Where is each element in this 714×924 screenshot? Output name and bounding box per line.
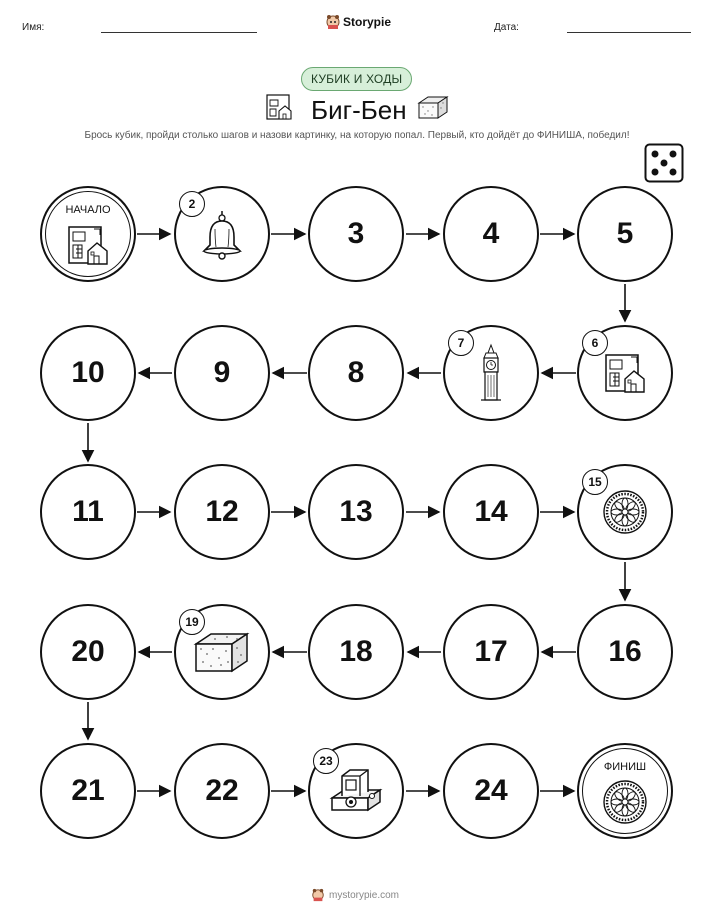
cell-number: 20: [71, 635, 105, 668]
cell-number: 14: [474, 495, 508, 528]
board-cell-6: [577, 325, 673, 421]
board-cell-4: [443, 186, 539, 282]
machine-part-icon: [328, 766, 384, 816]
house-plan-icon: [603, 351, 647, 395]
house-plan-icon: [66, 223, 110, 267]
footer-url[interactable]: mystorypie.com: [329, 889, 400, 901]
page-title: Биг-Бен: [311, 95, 407, 125]
board-cell-19: [174, 604, 270, 700]
brand-name: Storypie: [343, 15, 392, 29]
finish-label: ФИНИШ: [603, 761, 647, 773]
storypie-mascot-icon: [311, 888, 325, 902]
cell-number: 3: [347, 217, 365, 250]
board-cell-12: [174, 464, 270, 560]
cell-number: 5: [616, 217, 634, 250]
board-cell-11: [40, 464, 136, 560]
cell-number: 16: [608, 635, 642, 668]
board-cell-8: [308, 325, 404, 421]
cell-number: 22: [205, 774, 239, 807]
board-cell-16: [577, 604, 673, 700]
cell-number: 10: [71, 356, 105, 389]
board-cell-15: [577, 464, 673, 560]
cell-number: 4: [482, 217, 500, 250]
board-cell-18: [308, 604, 404, 700]
cell-number-badge: 23: [313, 748, 339, 774]
cell-number: 18: [339, 635, 373, 668]
board-cell-23: [308, 743, 404, 839]
start-label: НАЧАЛО: [65, 204, 111, 216]
footer: [311, 888, 399, 902]
board-cell-2: [174, 186, 270, 282]
board-cell-20: [40, 604, 136, 700]
board-cell-3: [308, 186, 404, 282]
cell-number: 24: [474, 774, 508, 807]
board-cell-21: [40, 743, 136, 839]
stone-block-icon: [193, 630, 251, 674]
cell-number-badge: 7: [448, 330, 474, 356]
cell-number: 21: [71, 774, 105, 807]
name-label: Имя:: [22, 22, 45, 33]
cell-number: 9: [213, 356, 231, 389]
date-label: Дата:: [494, 22, 519, 33]
board-cell-10: [40, 325, 136, 421]
board-cell-14: [443, 464, 539, 560]
finish-cell: [577, 743, 673, 839]
game-type-tag: КУБИК И ХОДЫ: [301, 67, 412, 91]
board-cell-13: [308, 464, 404, 560]
cell-number: 8: [347, 356, 365, 389]
cell-number-badge: 15: [582, 469, 608, 495]
cell-number: 17: [474, 635, 508, 668]
cell-number: 11: [72, 495, 104, 528]
cell-number: 12: [205, 495, 239, 528]
board-cell-7: [443, 325, 539, 421]
bell-icon: [195, 207, 249, 261]
board-cell-22: [174, 743, 270, 839]
ornament-icon: [601, 778, 649, 826]
start-cell: [40, 186, 136, 282]
clock-tower-icon: [476, 343, 506, 403]
board-cell-17: [443, 604, 539, 700]
instructions: Брось кубик, пройди столько шагов и назови картинку, на которую попал. Первый, кто дойдёт до ФИНИША, победил!: [84, 130, 630, 141]
cell-number-badge: 6: [582, 330, 608, 356]
board-cell-24: [443, 743, 539, 839]
cell-number: 13: [339, 495, 373, 528]
cell-number-badge: 19: [179, 609, 205, 635]
board-cell-9: [174, 325, 270, 421]
board-cell-5: [577, 186, 673, 282]
cell-number-badge: 2: [179, 191, 205, 217]
ornament-icon: [601, 488, 649, 536]
